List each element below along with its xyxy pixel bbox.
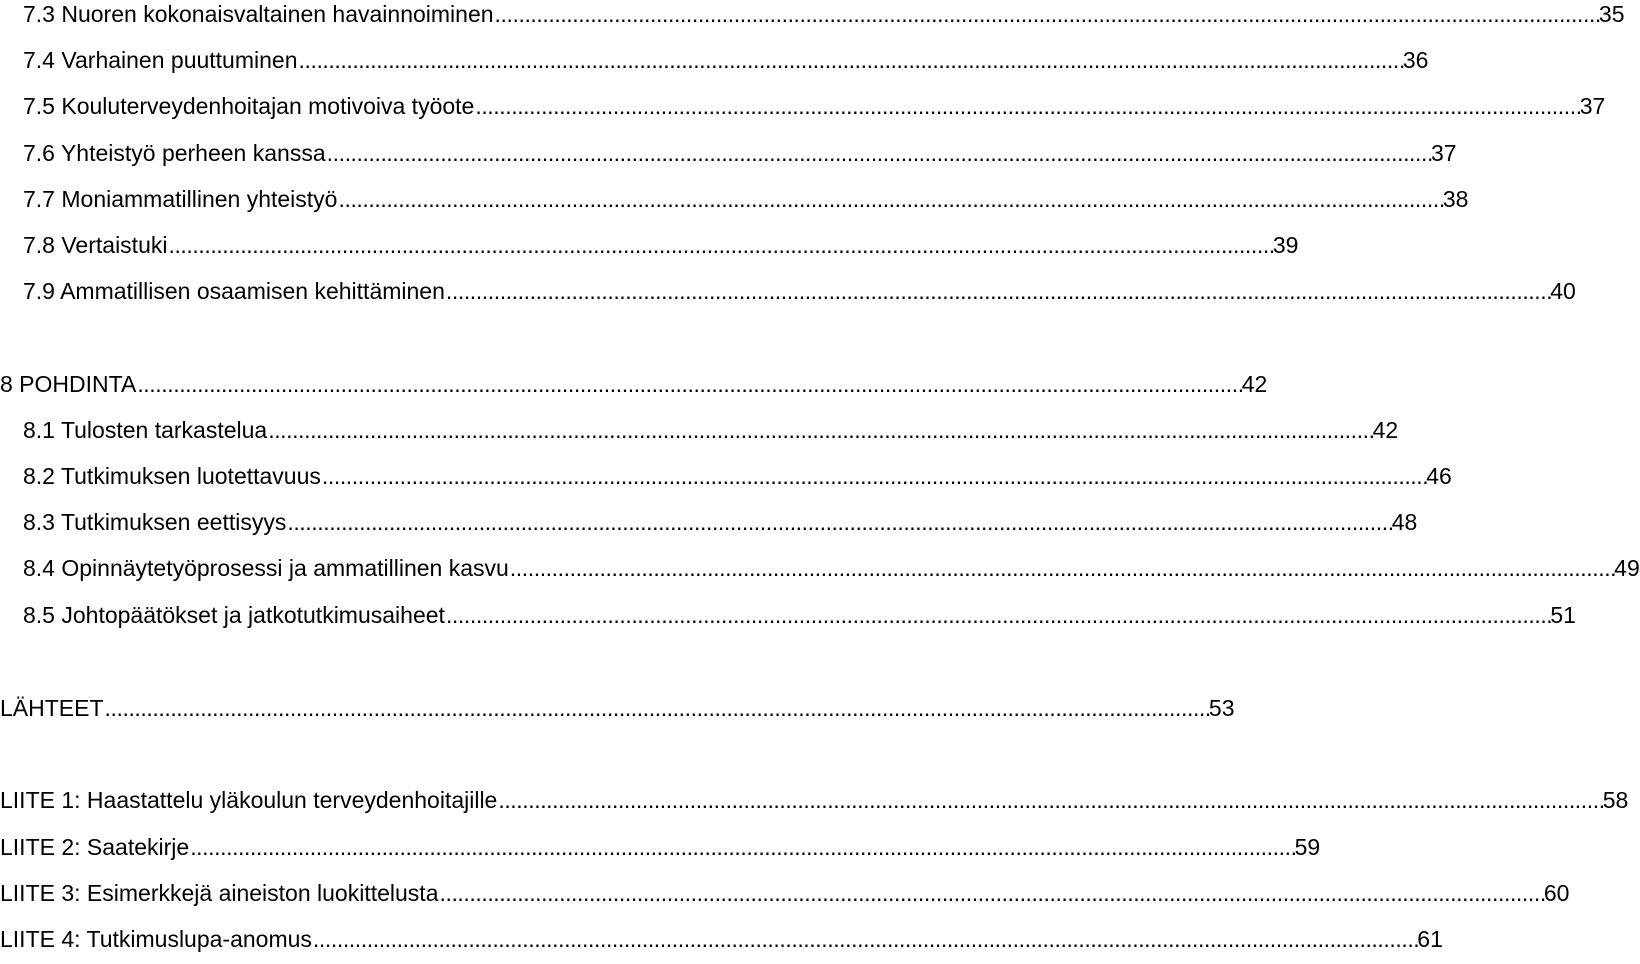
toc-entry-page: 53 [1208, 695, 1235, 721]
toc-entry-label: 8.1 Tulosten tarkastelua [23, 417, 268, 443]
toc-entry-page: 35 [1598, 1, 1625, 27]
dot-leader [313, 925, 1416, 953]
toc-entry-page: 39 [1272, 232, 1299, 258]
toc-entry-label: LÄHTEET [0, 695, 104, 721]
toc-entry[interactable] [0, 694, 1235, 722]
toc-entry-label: 7.5 Kouluterveydenhoitajan motivoiva työote [23, 93, 475, 119]
toc-entry[interactable] [23, 139, 1457, 167]
toc-entry-page: 60 [1543, 880, 1570, 906]
toc-entry-page: 59 [1294, 834, 1321, 860]
toc-entry-label: 8.2 Tutkimuksen luotettavuus [23, 463, 321, 489]
toc-entry[interactable] [23, 601, 1576, 629]
dot-leader [287, 508, 1390, 536]
toc-entry[interactable] [0, 925, 1443, 953]
toc-entry-label: 8.3 Tutkimuksen eettisyys [23, 509, 287, 535]
toc-entry-page: 42 [1241, 371, 1268, 397]
dot-leader [190, 833, 1293, 861]
toc-entry[interactable] [23, 185, 1469, 213]
toc-entry-label: LIITE 1: Haastattelu yläkoulun terveydenhoitajille [0, 787, 498, 813]
toc-entry-label: 8 POHDINTA [0, 371, 137, 397]
toc-entry[interactable] [23, 231, 1299, 259]
toc-entry[interactable] [23, 0, 1625, 28]
toc-entry-label: 7.8 Vertaistuki [23, 232, 168, 258]
dot-leader [495, 0, 1598, 28]
toc-entry-page: 58 [1602, 787, 1629, 813]
toc-entry-page: 61 [1417, 926, 1443, 952]
dot-leader [338, 185, 1441, 213]
dot-leader [510, 554, 1613, 582]
toc-entry[interactable] [23, 508, 1418, 536]
toc-entry[interactable] [0, 833, 1321, 861]
dot-leader [168, 231, 1271, 259]
dot-leader [268, 416, 1371, 444]
toc-entry-page: 48 [1391, 509, 1418, 535]
toc-entry-label: LIITE 3: Esimerkkejä aineiston luokittelusta [0, 880, 439, 906]
toc-entry-page: 51 [1550, 602, 1576, 628]
toc-entry[interactable] [23, 416, 1399, 444]
toc-entry-label: 7.6 Yhteistyö perheen kanssa [23, 140, 326, 166]
toc-entry-page: 37 [1431, 140, 1457, 166]
dot-leader [446, 601, 1549, 629]
dot-leader [475, 92, 1578, 120]
toc-entry-label: 7.4 Varhainen puuttuminen [23, 47, 298, 73]
dot-leader [439, 879, 1542, 907]
dot-leader [327, 139, 1430, 167]
toc-entry-page: 40 [1550, 278, 1576, 304]
dot-leader [498, 786, 1601, 814]
dot-leader [446, 277, 1549, 305]
dot-leader [105, 694, 1208, 722]
toc-entry-page: 42 [1372, 417, 1399, 443]
toc-entry-label: 7.9 Ammatillisen osaamisen kehittäminen [23, 278, 445, 304]
toc-entry-page: 49 [1614, 555, 1640, 581]
toc-entry[interactable] [0, 370, 1268, 398]
toc-entry-label: 7.3 Nuoren kokonaisvaltainen havainnoiminen [23, 1, 494, 27]
toc-entry-label: 8.4 Opinnäytetyöprosessi ja ammatillinen kasvu [23, 555, 509, 581]
toc-entry[interactable] [0, 879, 1570, 907]
dot-leader [137, 370, 1240, 398]
toc-entry-label: 7.7 Moniammatillinen yhteistyö [23, 186, 338, 212]
toc-entry-page: 36 [1402, 47, 1429, 73]
toc-entry-label: LIITE 2: Saatekirje [0, 834, 190, 860]
toc-entry-page: 37 [1579, 93, 1606, 119]
toc-entry[interactable] [23, 462, 1452, 490]
toc-entry[interactable] [23, 92, 1606, 120]
toc-entry[interactable] [23, 46, 1429, 74]
toc-entry[interactable] [0, 786, 1629, 814]
toc-entry-label: LIITE 4: Tutkimuslupa-anomus [0, 926, 312, 952]
toc-entry-page: 46 [1426, 463, 1452, 489]
toc-entry-label: 8.5 Johtopäätökset ja jatkotutkimusaiheet [23, 602, 445, 628]
toc-entry[interactable] [23, 554, 1640, 582]
toc-entry[interactable] [23, 277, 1576, 305]
dot-leader [322, 462, 1425, 490]
toc-entry-page: 38 [1442, 186, 1469, 212]
dot-leader [299, 46, 1402, 74]
